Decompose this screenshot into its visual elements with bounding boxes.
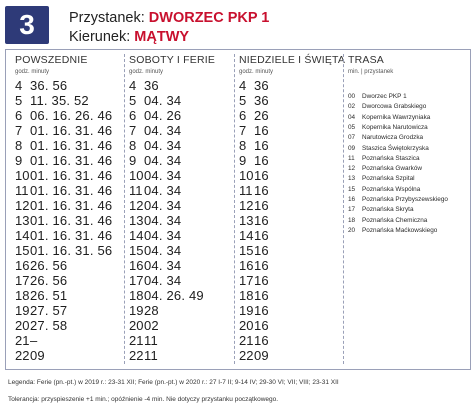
hour-label: 16 — [129, 258, 144, 273]
minutes-list: 09 — [254, 348, 269, 363]
minutes-list: 16 — [254, 228, 269, 243]
hour-row — [239, 93, 269, 108]
route-stop — [348, 186, 420, 196]
hour-row — [15, 108, 112, 123]
hour-row — [15, 153, 112, 168]
hour-label: 5 — [129, 93, 137, 108]
hour-label: 16 — [239, 258, 254, 273]
hour-label: 15 — [239, 243, 254, 258]
stop-minute: 07 — [348, 134, 356, 142]
minutes-list: 04. 34 — [144, 258, 182, 273]
minutes-list: 26. 56 — [30, 258, 68, 273]
hour-row — [239, 228, 269, 243]
hour-label: 6 — [15, 108, 23, 123]
hour-label: 20 — [129, 318, 144, 333]
minutes-list: 16 — [254, 123, 269, 138]
hour-label: 20 — [15, 318, 30, 333]
hour-label: 12 — [239, 198, 254, 213]
hour-row — [129, 168, 181, 183]
minutes-list: 26. 51 — [30, 288, 68, 303]
column-title: NIEDZIELE I ŚWIĘTA — [239, 54, 346, 66]
minutes-list: 01. 16. 31. 46 — [30, 153, 113, 168]
minutes-list: 16 — [254, 243, 269, 258]
hour-label: 11 — [15, 183, 29, 198]
hour-row — [239, 123, 269, 138]
minutes-list: 36. 56 — [30, 78, 68, 93]
minutes-list: 16 — [254, 138, 269, 153]
column-saturdays — [129, 54, 215, 75]
hour-row — [129, 198, 181, 213]
stop-name: Poznańska Szpital — [362, 175, 415, 183]
hour-label: 18 — [129, 288, 144, 303]
minutes-list: 16 — [254, 318, 269, 333]
route-stop — [348, 165, 422, 175]
hour-label: 6 — [129, 108, 137, 123]
minutes-list: 16 — [254, 213, 269, 228]
hour-row — [129, 228, 181, 243]
hour-row — [129, 138, 181, 153]
direction-name: MĄTWY — [134, 29, 190, 45]
minutes-list: 04. 26. 49 — [144, 288, 204, 303]
hour-label: 9 — [15, 153, 23, 168]
minutes-list: 04. 34 — [144, 138, 182, 153]
route-stop — [348, 114, 430, 124]
minutes-list: 16 — [254, 168, 269, 183]
hour-label: 10 — [15, 168, 30, 183]
hour-row — [15, 288, 67, 303]
hour-row — [239, 333, 269, 348]
stop-minute: 18 — [348, 216, 356, 224]
hour-label: 18 — [239, 288, 254, 303]
direction-label: Kierunek: — [69, 29, 131, 45]
hour-label: 22 — [239, 348, 254, 363]
stop-name: Kopernika Narutowicza — [362, 123, 428, 131]
hour-label: 19 — [129, 303, 144, 318]
minutes-list: 01. 16. 31. 46 — [30, 168, 113, 183]
header — [0, 0, 474, 45]
hour-label: 15 — [129, 243, 144, 258]
stop-minute: 16 — [348, 196, 356, 203]
minutes-list: 01. 16. 31. 46 — [30, 213, 113, 228]
hour-row — [129, 213, 181, 228]
hour-label: 11 — [239, 183, 253, 198]
hour-label: 4 — [239, 78, 247, 93]
hour-row — [239, 108, 269, 123]
minutes-list: 04. 34 — [144, 243, 182, 258]
hour-row — [129, 183, 181, 198]
hour-label: 7 — [129, 123, 137, 138]
hour-row — [239, 288, 269, 303]
legend-ferie: Legenda: Ferie (pn.-pt.) w 2019 r.: 23-31 XII; Ferie (pn.-pt.) w 2020 r.: 27 I-7 II; 9-14 IV; 29-30 VI; VII; VIII; 23-31 XII — [8, 379, 339, 386]
minutes-list: 16 — [254, 273, 269, 288]
route-stop — [348, 155, 420, 165]
stop-minute: 00 — [348, 93, 356, 100]
stop-name: Poznańska Przybyszewskiego — [362, 196, 448, 203]
hour-label: 7 — [239, 123, 247, 138]
hour-row — [15, 258, 67, 273]
column-subtitle: godz. minuty — [129, 69, 164, 75]
hour-row — [129, 78, 159, 93]
minutes-list: 16 — [254, 333, 269, 348]
column-divider — [124, 54, 126, 364]
hour-row — [129, 333, 158, 348]
minutes-list: 01. 16. 31. 46 — [30, 123, 113, 138]
hour-label: 22 — [15, 348, 30, 363]
hour-label: 4 — [129, 78, 137, 93]
hour-row — [239, 273, 269, 288]
stop-minute: 12 — [348, 165, 356, 173]
minutes-list: 01. 16. 31. 46 — [30, 138, 113, 153]
stop-label: Przystanek: — [69, 10, 145, 26]
stop-name: Kopernika Wawrzyniaka — [362, 113, 431, 121]
stop-minute: 15 — [348, 185, 356, 193]
stop-name: Poznańska Gwarków — [362, 165, 423, 173]
minutes-list: 16 — [254, 198, 269, 213]
hour-row — [15, 243, 112, 258]
minutes-list: 16 — [254, 258, 269, 273]
hour-label: 21 — [239, 333, 254, 348]
minutes-list: 02 — [144, 318, 159, 333]
stop-name: Poznańska Skryta — [362, 206, 414, 214]
hour-row — [129, 303, 159, 318]
minutes-list: 16 — [254, 153, 269, 168]
hour-row — [15, 273, 67, 288]
route-stop — [348, 124, 428, 134]
hour-label: 22 — [129, 348, 144, 363]
stop-minute: 09 — [348, 144, 356, 152]
minutes-list: 28 — [144, 303, 159, 318]
minutes-list: 26. 56 — [30, 273, 68, 288]
minutes-list: 16 — [254, 183, 269, 198]
hour-row — [239, 303, 269, 318]
minutes-list: 04. 34 — [144, 123, 182, 138]
hour-label: 6 — [239, 108, 247, 123]
route-stop — [348, 196, 448, 206]
hour-row — [15, 213, 112, 228]
minutes-list: 04. 34 — [144, 168, 182, 183]
hour-label: 4 — [15, 78, 23, 93]
stop-name: Poznańska Wspólna — [362, 185, 421, 193]
hour-label: 5 — [239, 93, 247, 108]
hour-row — [15, 303, 67, 318]
direction-row — [69, 29, 189, 45]
column-subtitle: godz. minuty — [239, 69, 274, 75]
stop-name: DWORZEC PKP 1 — [148, 10, 270, 26]
hour-row — [129, 93, 181, 108]
minutes-list: 04. 34 — [144, 198, 182, 213]
minutes-list: 27. 58 — [30, 318, 68, 333]
hour-row — [129, 153, 181, 168]
hour-label: 15 — [15, 243, 30, 258]
minutes-list: 16 — [254, 288, 269, 303]
minutes-list: 06. 16. 26. 46 — [30, 108, 113, 123]
hour-row — [15, 78, 67, 93]
stop-minute: 02 — [348, 103, 356, 111]
minutes-list: 04. 34 — [144, 213, 182, 228]
hour-row — [129, 258, 181, 273]
minutes-list: 16 — [254, 303, 269, 318]
hour-row — [239, 213, 269, 228]
stop-row — [69, 10, 269, 26]
hour-row — [239, 318, 269, 333]
minutes-list: 26 — [254, 108, 269, 123]
hour-label: 20 — [239, 318, 254, 333]
minutes-list: 04. 34 — [144, 93, 182, 108]
minutes-list: 36 — [254, 93, 269, 108]
minutes-list: 01. 16. 31. 46 — [30, 183, 113, 198]
hour-label: 7 — [15, 123, 23, 138]
column-title: POWSZEDNIE — [15, 54, 88, 66]
stop-name: Poznańska Staszica — [362, 154, 420, 162]
hour-label: 17 — [129, 273, 144, 288]
hour-row — [15, 183, 112, 198]
hour-label: 17 — [15, 273, 30, 288]
hour-label: 14 — [15, 228, 30, 243]
hour-row — [129, 108, 181, 123]
hour-label: 13 — [239, 213, 254, 228]
hour-label: 10 — [239, 168, 254, 183]
hour-row — [15, 318, 67, 333]
hour-label: 10 — [129, 168, 144, 183]
stop-name: Poznańska Chemiczna — [362, 216, 428, 224]
minutes-list: 04. 34 — [144, 183, 182, 198]
stop-name: Dworzec PKP 1 — [362, 93, 407, 100]
column-subtitle: godz. minuty — [15, 69, 50, 75]
hour-row — [15, 348, 45, 363]
minutes-list: 01. 16. 31. 46 — [30, 228, 113, 243]
stop-name: Narutowicza Grodzka — [362, 134, 424, 142]
legend-tolerance: Tolerancja: przyspieszenie +1 min.; opóźnienie -4 min. Nie dotyczy przystanku początkowego. — [8, 396, 279, 403]
hour-row — [239, 348, 269, 363]
hour-row — [129, 348, 158, 363]
hour-label: 8 — [129, 138, 137, 153]
route-stop — [348, 145, 429, 155]
minutes-list: 11 — [144, 333, 158, 348]
timetable-frame — [5, 49, 471, 370]
stop-minute: 11 — [348, 154, 355, 162]
hour-label: 11 — [129, 183, 143, 198]
column-title: SOBOTY I FERIE — [129, 54, 216, 66]
hour-label: 13 — [129, 213, 144, 228]
hour-label: 8 — [15, 138, 23, 153]
hour-label: 9 — [239, 153, 247, 168]
hour-label: 19 — [239, 303, 254, 318]
line-number-badge: 3 — [5, 6, 49, 44]
hour-row — [239, 258, 269, 273]
hour-label: 19 — [15, 303, 30, 318]
hour-label: 13 — [15, 213, 30, 228]
stop-minute: 17 — [348, 206, 356, 214]
hour-row — [129, 288, 204, 303]
stop-minute: 20 — [348, 226, 356, 234]
minutes-list: 36 — [144, 78, 159, 93]
hour-label: 12 — [15, 198, 30, 213]
hour-row — [15, 168, 112, 183]
hour-row — [15, 138, 112, 153]
column-divider — [234, 54, 236, 364]
column-sundays — [239, 54, 345, 75]
minutes-list: 11. 35. 52 — [30, 93, 89, 108]
hour-row — [129, 123, 181, 138]
stop-name: Dworcowa Grabskiego — [362, 103, 427, 111]
hour-row — [129, 273, 181, 288]
minutes-list: 11 — [144, 348, 158, 363]
hour-row — [15, 198, 112, 213]
stop-minute: 04 — [348, 113, 356, 121]
minutes-list: 04. 26 — [144, 108, 182, 123]
hour-row — [239, 243, 269, 258]
column-weekdays — [15, 54, 88, 75]
hour-label: 18 — [15, 288, 30, 303]
hour-label: 14 — [129, 228, 144, 243]
hour-row — [239, 168, 269, 183]
hour-row — [239, 198, 269, 213]
minutes-list: 04. 34 — [144, 153, 182, 168]
route-stop — [348, 103, 426, 113]
hour-label: 17 — [239, 273, 254, 288]
hour-label: 21 — [129, 333, 144, 348]
hour-label: 14 — [239, 228, 254, 243]
hour-row — [15, 228, 112, 243]
minutes-list: – — [30, 333, 38, 348]
hour-row — [15, 93, 89, 108]
column-divider — [343, 54, 345, 364]
hour-row — [129, 243, 181, 258]
minutes-list: 04. 34 — [144, 228, 182, 243]
hour-row — [239, 138, 269, 153]
route-stop — [348, 227, 437, 237]
hour-row — [239, 78, 269, 93]
hour-label: 9 — [129, 153, 137, 168]
hour-label: 21 — [15, 333, 30, 348]
stop-minute: 05 — [348, 123, 356, 131]
route-stop — [348, 134, 423, 144]
minutes-list: 09 — [30, 348, 45, 363]
column-route — [348, 54, 393, 75]
stop-minute: 13 — [348, 175, 356, 183]
route-stop — [348, 217, 427, 227]
minutes-list: 27. 57 — [30, 303, 68, 318]
route-stop — [348, 175, 415, 185]
hour-label: 8 — [239, 138, 247, 153]
minutes-list: 01. 16. 31. 56 — [30, 243, 113, 258]
hour-label: 16 — [15, 258, 30, 273]
hour-label: 12 — [129, 198, 144, 213]
minutes-list: 36 — [254, 78, 269, 93]
hour-row — [129, 318, 159, 333]
hour-row — [239, 153, 269, 168]
route-stop — [348, 93, 407, 103]
minutes-list: 01. 16. 31. 46 — [30, 198, 113, 213]
hour-label: 5 — [15, 93, 23, 108]
stop-name: Staszica Świętokrzyska — [362, 144, 429, 152]
column-title: TRASA — [348, 54, 385, 66]
hour-row — [15, 333, 37, 348]
stop-name: Poznańska Maćkowskiego — [362, 226, 438, 234]
hour-row — [239, 183, 269, 198]
hour-row — [15, 123, 112, 138]
column-subtitle: min. | przystanek — [348, 69, 394, 75]
route-stop — [348, 206, 414, 216]
minutes-list: 04. 34 — [144, 273, 182, 288]
